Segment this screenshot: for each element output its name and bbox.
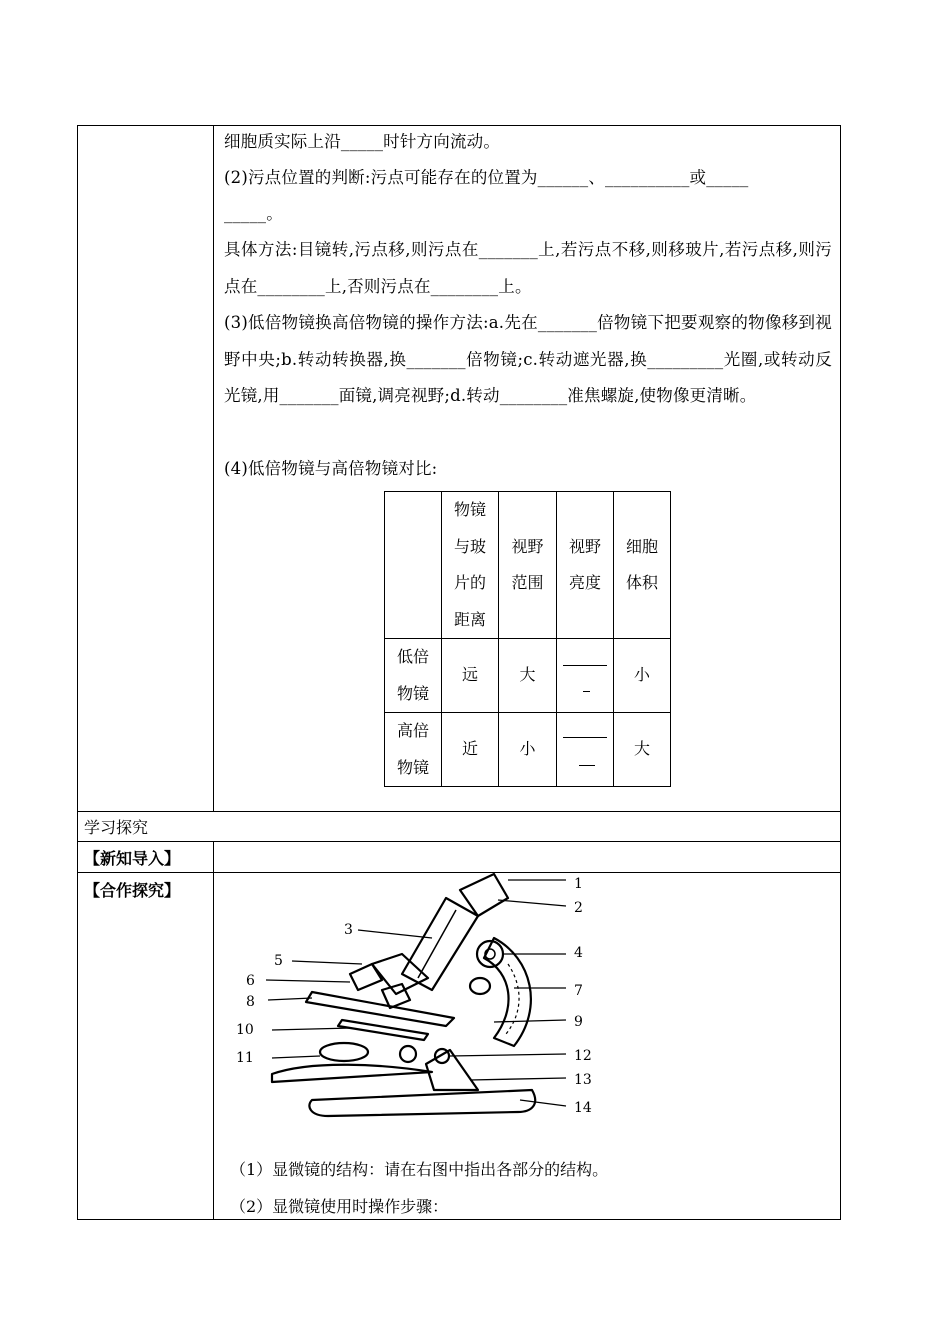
figure-label: 9 [574, 1014, 583, 1030]
figure-label: 7 [574, 983, 583, 999]
header-volume-text: 细胞体积 [625, 536, 658, 592]
header-brightness [557, 492, 614, 639]
question-steps: （2）显微镜使用时操作步骤： [230, 1197, 449, 1216]
header-range-text: 视野范围 [511, 536, 544, 592]
row-divider [77, 841, 841, 842]
section-new-knowledge [84, 846, 180, 869]
figure-label: 3 [344, 922, 353, 938]
table-row [385, 713, 671, 787]
blank-line [583, 691, 590, 692]
stage-clip [338, 1020, 428, 1040]
figure-label: 1 [574, 876, 583, 892]
cell-volume: 大 [614, 713, 671, 787]
figure-label: 12 [574, 1048, 592, 1064]
section-cooperation [84, 878, 180, 901]
blank-line [563, 665, 607, 666]
base [309, 1090, 535, 1116]
stage [306, 992, 454, 1026]
figure-label: 13 [574, 1072, 592, 1088]
column-divider [213, 125, 214, 811]
header-volume [614, 492, 671, 639]
row-name [385, 713, 442, 787]
cell-volume: 小 [614, 639, 671, 713]
fine-adjustment-knob [470, 978, 490, 994]
paragraph-objective-switch: (3)低倍物镜换高倍物镜的操作方法:a.先在_______倍物镜下把要观察的物像移到视野中央;b.转动转换器,换_______倍物镜;c.转动遮光器,换_________光圈,或转动反光镜,用_______面镜,调亮视野;d.转动________准焦螺旋,使物像更清晰。 [224, 313, 832, 405]
header-brightness-text: 视野亮度 [568, 536, 601, 592]
row-name-text: 高倍物镜 [396, 721, 429, 777]
paragraph-stain-position-cont: _____。 [224, 204, 283, 223]
blank-line [563, 737, 607, 738]
header-empty [385, 492, 442, 639]
cell-range: 小 [499, 713, 557, 787]
paragraph-comparison: (4)低倍物镜与高倍物镜对比: [224, 459, 438, 478]
row-name-text: 低倍物镜 [396, 647, 429, 703]
figure-label: 10 [236, 1022, 254, 1038]
question-structure: （1）显微镜的结构：请在右图中指出各部分的结构。 [230, 1160, 609, 1179]
paragraph-flow-direction: 细胞质实际上沿_____时针方向流动。 [224, 132, 501, 151]
objective-lens [350, 964, 382, 990]
row-name [385, 639, 442, 713]
cell-brightness-blank[interactable] [557, 639, 614, 713]
paragraph-method: 具体方法:目镜转,污点移,则污点在_______上,若污点不移,则移玻片,若污点移,则污点在________上,否则污点在________上。 [224, 240, 832, 296]
figure-label: 4 [574, 945, 583, 961]
header-range [499, 492, 557, 639]
section-cooperation-text: 【合作探究】 [84, 881, 181, 900]
mirror [320, 1043, 368, 1061]
figure-label: 6 [246, 973, 255, 989]
blank-line [579, 765, 595, 766]
section-study: 学习探究 [84, 818, 149, 837]
comparison-table [384, 491, 671, 787]
row-divider [77, 811, 841, 812]
paragraph-stain-position: (2)污点位置的判断:污点可能存在的位置为______、__________或_____ [224, 168, 749, 187]
microscope-drawing [232, 868, 622, 1123]
header-distance-text: 物镜与玻片的距离 [453, 500, 486, 629]
cell-distance: 远 [442, 639, 499, 713]
header-distance [442, 492, 499, 639]
column-divider [213, 841, 214, 1220]
cell-range: 大 [499, 639, 557, 713]
cell-distance: 近 [442, 713, 499, 787]
figure-label: 2 [574, 900, 583, 916]
section-new-knowledge-text: 【新知导入】 [84, 849, 181, 868]
table-row [385, 639, 671, 713]
cell-brightness-blank[interactable] [557, 713, 614, 787]
diaphragm [400, 1046, 416, 1062]
figure-label: 5 [274, 953, 283, 969]
body-tube [402, 898, 478, 990]
figure-label: 14 [574, 1100, 592, 1116]
figure-label: 11 [236, 1050, 254, 1066]
base-bar [272, 1065, 432, 1082]
microscope-figure [232, 868, 622, 1123]
objective-lens [382, 984, 410, 1008]
figure-label: 8 [246, 994, 255, 1010]
